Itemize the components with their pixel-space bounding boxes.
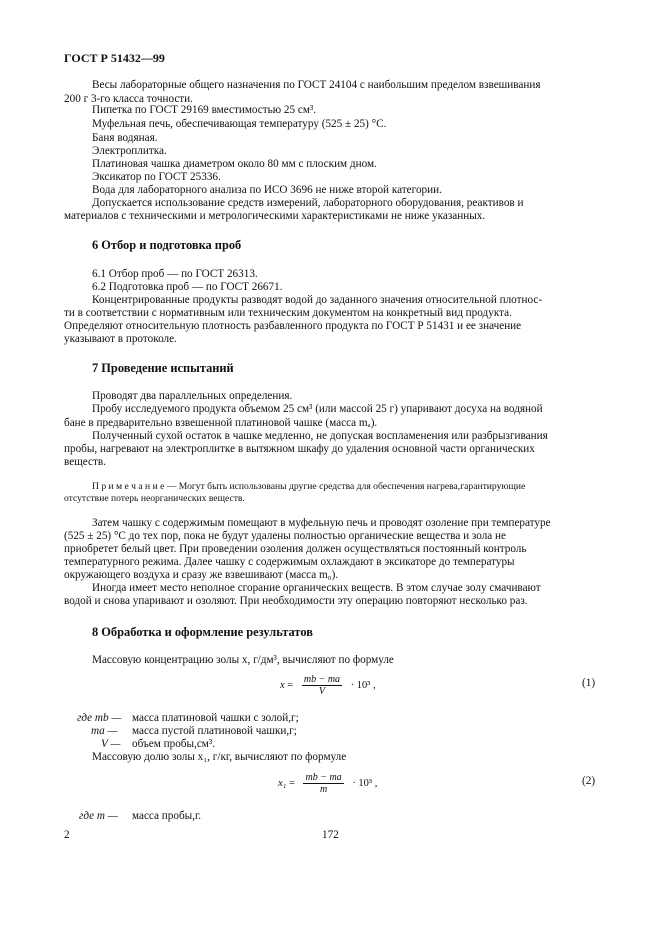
formula-multiplier: · 10³ ,	[350, 679, 376, 691]
equipment-line: 200 г 3-го класса точности.	[64, 93, 193, 105]
section-6-line: 6.2 Подготовка проб — по ГОСТ 26671.	[92, 281, 283, 293]
formula-multiplier: · 10³ ,	[352, 777, 378, 789]
section-6-line: Определяют относительную плотность разбавленного продукта по ГОСТ Р 51431 и ее значение	[64, 320, 522, 332]
equipment-line: Баня водяная.	[92, 132, 158, 144]
fraction-denominator: m	[319, 784, 328, 795]
formula-lhs: x	[280, 679, 285, 691]
section-7-line: приобретет белый цвет. При проведении озоления должен осуществляться постоянный контроль	[64, 543, 527, 555]
where-symbol: где mb —	[77, 712, 122, 724]
fraction	[303, 772, 343, 795]
note-line: П р и м е ч а н и е — Могут быть использованы другие средства для обеспечения нагрева,гарантирующие	[92, 481, 526, 492]
fraction	[302, 674, 342, 697]
formula-number: (2)	[582, 775, 596, 787]
page-number-center: 172	[322, 829, 339, 841]
section-7-title: 7 Проведение испытаний	[92, 361, 234, 375]
formula-intro: Массовую долю золы x₁, г/кг, вычисляют по формуле	[92, 751, 347, 763]
formula-1: x = $\frac{mb - ma}{V}$ · 10³ ,	[280, 674, 376, 697]
section-7-line: Полученный сухой остаток в чашке медленно, не допуская воспламенения или разбрызгивания	[92, 430, 548, 442]
section-6-line: Концентрированные продукты разводят водой до заданного значения относительной плотнос-	[92, 294, 543, 306]
section-6-title: 6 Отбор и подготовка проб	[92, 238, 242, 252]
section-7-line: Пробу исследуемого продукта объемом 25 см³ (или массой 25 г) упаривают досуха на водяной	[92, 403, 543, 415]
document-header: ГОСТ Р 51432—99	[64, 51, 165, 65]
fraction-numerator: mb − ma	[305, 772, 342, 783]
section-6-line: 6.1 Отбор проб — по ГОСТ 26313.	[92, 268, 258, 280]
where-text: объем пробы,см³.	[132, 738, 216, 750]
section-8-title: 8 Обработка и оформление результатов	[92, 625, 313, 639]
formula-intro: Массовую концентрацию золы x, г/дм³, вычисляют по формуле	[92, 654, 394, 666]
section-7-line: Иногда имеет место неполное сгорание органических веществ. В этом случае золу смачивают	[92, 582, 541, 594]
equipment-line: Пипетка по ГОСТ 29169 вместимостью 25 см³.	[92, 104, 317, 116]
equipment-line: Допускается использование средств измерений, лабораторного оборудования, реактивов и	[92, 197, 524, 209]
section-7-line: водой и снова упаривают и озоляют. При необходимости эту операцию повторяют несколько раз.	[64, 595, 528, 607]
section-7-line: пробы, нагревают на электроплитке в вытяжном шкафу до удаления основной части органических	[64, 443, 535, 455]
where-text: масса пробы,г.	[132, 810, 202, 822]
section-7-line: Проводят два параллельных определения.	[92, 390, 293, 402]
fraction-numerator: mb − ma	[303, 674, 341, 685]
where-symbol: V —	[101, 738, 121, 750]
formula-2: x₁ = $\frac{mb - ma}{m}$ · 10³ ,	[278, 772, 378, 795]
equipment-line: Эксикатор по ГОСТ 25336.	[92, 171, 221, 183]
equipment-line: Муфельная печь, обеспечивающая температуру (525 ± 25) °С.	[92, 118, 387, 130]
section-6-line: ти в соответствии с нормативным или техническим документом на конкретный вид продукта.	[64, 307, 512, 319]
equipment-line: Весы лабораторные общего назначения по ГОСТ 24104 с наибольшим пределом взвешивания	[92, 79, 541, 91]
equipment-line: Вода для лабораторного анализа по ИСО 3696 не ниже второй категории.	[92, 184, 442, 196]
section-6-line: указывают в протоколе.	[64, 333, 177, 345]
page-number-left: 2	[64, 829, 70, 841]
section-7-line: бане в предварительно взвешенной платиновой чашке (масса mₐ).	[64, 417, 378, 429]
equipment-line: материалов с техническими и метрологическими характеристиками не ниже указанных.	[64, 210, 486, 222]
section-7-line: температурного режима. Далее чашку с содержимым охлаждают в эксикаторе до температуры	[64, 556, 515, 568]
where-symbol: где m —	[79, 810, 118, 822]
equipment-line: Платиновая чашка диаметром около 80 мм с плоским дном.	[92, 158, 377, 170]
note-line: отсутствие потерь неорганических веществ.	[64, 493, 245, 504]
section-7-line: веществ.	[64, 456, 106, 468]
fraction-denominator: V	[318, 686, 325, 697]
equipment-line: Электроплитка.	[92, 145, 167, 157]
where-text: масса платиновой чашки с золой,г;	[132, 712, 299, 724]
formula-number: (1)	[582, 677, 596, 689]
section-7-line: (525 ± 25) °С до тех пор, пока не будут удалены полностью органические вещества и зола не	[64, 530, 507, 542]
where-text: масса пустой платиновой чашки,г;	[132, 725, 297, 737]
where-symbol: ma —	[91, 725, 118, 737]
section-7-line: окружающего воздуха и сразу же взвешивают (масса m₀).	[64, 569, 339, 581]
section-7-line: Затем чашку с содержимым помещают в муфельную печь и проводят озоление при температуре	[92, 517, 551, 529]
formula-lhs: x₁	[278, 777, 287, 789]
